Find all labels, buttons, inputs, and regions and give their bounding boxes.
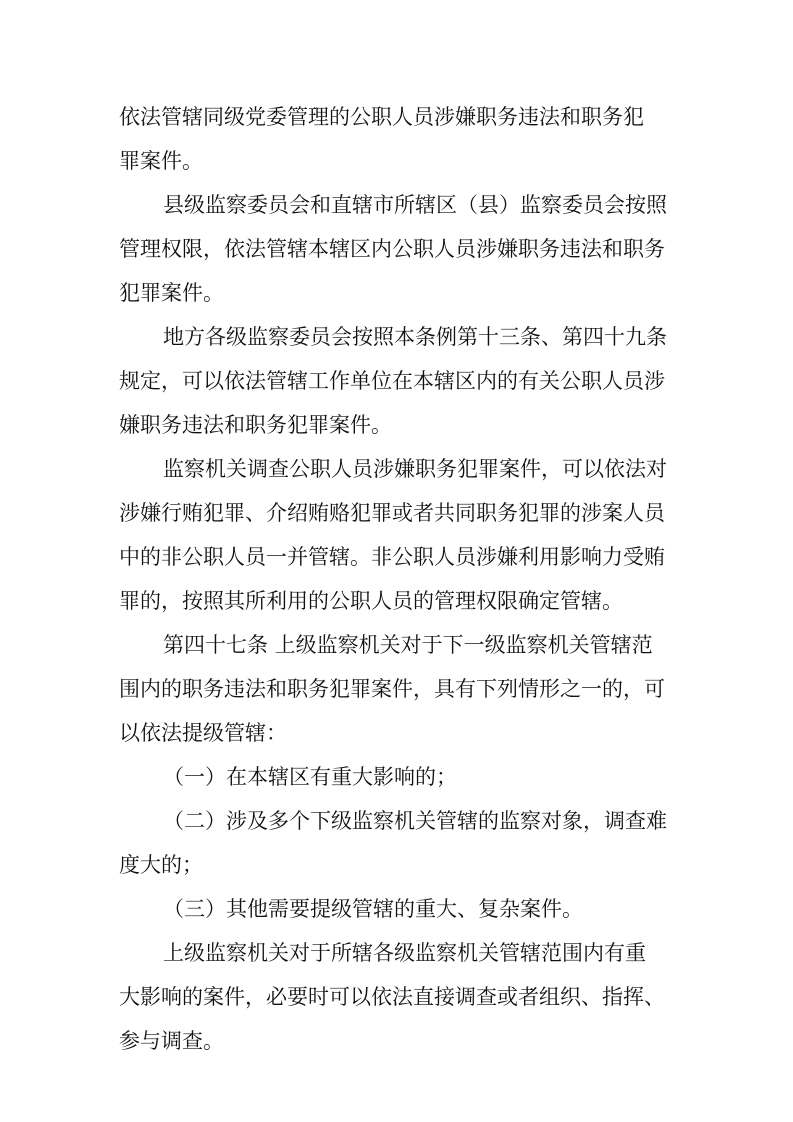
list-item-1: （一）在本辖区有重大影响的； [163, 765, 457, 789]
text-line: 罪的，按照其所利用的公职人员的管理权限确定管辖。 [119, 589, 623, 613]
text-line: 中的非公职人员一并管辖。非公职人员涉嫌利用影响力受贿 [119, 545, 665, 569]
paragraph-first-line: 县级监察委员会和直辖市所辖区（县）监察委员会按照 [163, 193, 667, 217]
text-line: 围内的职务违法和职务犯罪案件，具有下列情形之一的，可 [119, 677, 665, 701]
list-item-3: （三）其他需要提级管辖的重大、复杂案件。 [163, 897, 583, 921]
text-line: 参与调查。 [119, 1029, 224, 1053]
text-line: 依法管辖同级党委管理的公职人员涉嫌职务违法和职务犯 [119, 105, 644, 129]
text-line: 管理权限，依法管辖本辖区内公职人员涉嫌职务违法和职务 [119, 237, 665, 261]
paragraph-first-line: 监察机关调查公职人员涉嫌职务犯罪案件，可以依法对 [163, 457, 667, 481]
paragraph-first-line: 地方各级监察委员会按照本条例第十三条、第四十九条 [163, 325, 667, 349]
text-line: 大影响的案件，必要时可以依法直接调查或者组织、指挥、 [119, 985, 665, 1009]
article-heading-line: 第四十七条 上级监察机关对于下一级监察机关管辖范 [163, 633, 653, 657]
text-line: 涉嫌行贿犯罪、介绍贿赂犯罪或者共同职务犯罪的涉案人员 [119, 501, 665, 525]
text-line: 罪案件。 [119, 149, 203, 173]
paragraph-first-line: 上级监察机关对于所辖各级监察机关管辖范围内有重 [163, 941, 646, 965]
text-line: 嫌职务违法和职务犯罪案件。 [119, 413, 392, 437]
text-line: 以依法提级管辖： [119, 721, 287, 745]
text-line: 犯罪案件。 [119, 281, 224, 305]
text-line: 度大的； [119, 853, 203, 877]
list-item-2: （二）涉及多个下级监察机关管辖的监察对象，调查难 [163, 809, 667, 833]
text-line: 规定，可以依法管辖工作单位在本辖区内的有关公职人员涉 [119, 369, 665, 393]
